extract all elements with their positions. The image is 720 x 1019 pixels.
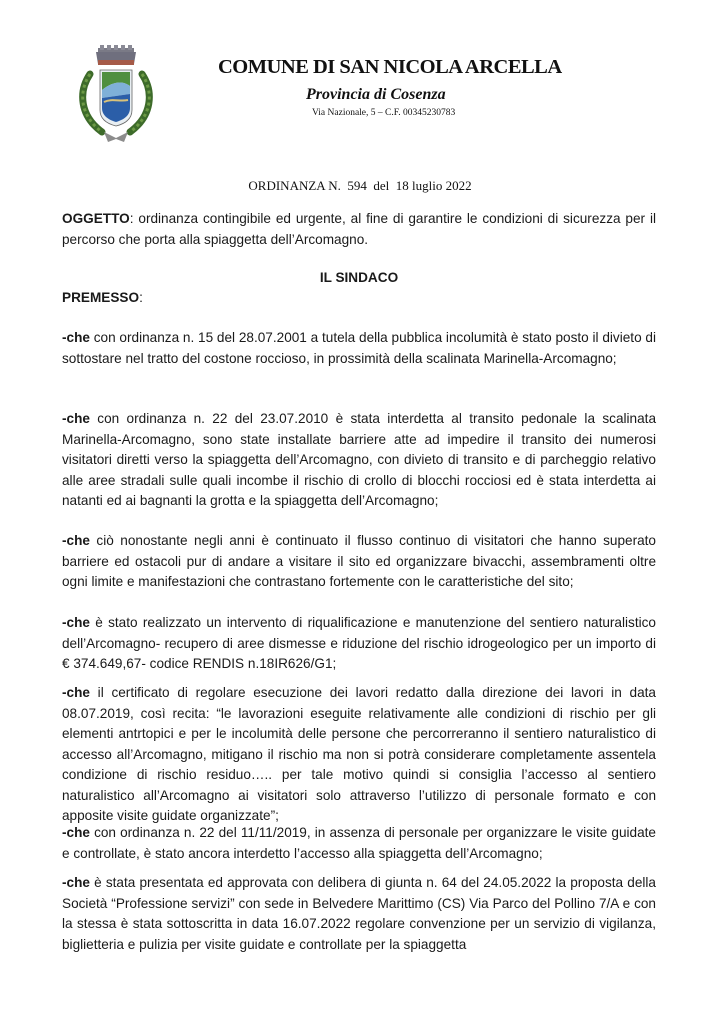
premise-colon: :	[139, 290, 143, 305]
clause-paragraph	[62, 683, 656, 827]
clause-text: con ordinanza n. 22 del 11/11/2019, in assenza di personale per organizzare le visite guidate e controllate, è stato ancora interdetto l’accesso alla spiaggetta dell’Arcomagno;	[62, 825, 656, 861]
municipality-title: COMUNE DI SAN NICOLA ARCELLA	[218, 56, 562, 78]
clause-paragraph	[62, 613, 656, 675]
clause-lead: -che	[62, 825, 90, 840]
subject-paragraph	[62, 209, 656, 250]
clause-text: ciò nonostante negli anni è continuato il flusso continuo di visitatori che hanno superato barriere ed ostacoli pur di andare a visitare il sito ed organizzare bivacchi, assembramenti oltre ogni limite e manifestazioni che contrastano fortemente con le caratteristiche del sito;	[62, 533, 656, 589]
province-name: Provincia di Cosenza	[306, 86, 446, 103]
address-line: Via Nazionale, 5 – C.F. 00345230783	[312, 108, 456, 118]
subject-label: OGGETTO	[62, 211, 130, 226]
clause-paragraph	[62, 531, 656, 593]
clause-paragraph	[62, 823, 656, 864]
clause-lead: -che	[62, 411, 90, 426]
clause-text: con ordinanza n. 22 del 23.07.2010 è stata interdetta al transito pedonale la scalinata Marinella-Arcomagno, sono state installate barriere atte ad impedire il transito dei numerosi visitatori diretti verso la spiaggetta dell’Arcomagno, con divieto di transito e di parcheggio relativo alle aree stradali sulle quali incombe il rischio di crollo di blocchi rocciosi ed è stata interdetta ai natanti ed ai bagnanti la grotta e la spiaggetta dell’Arcomagno;	[62, 411, 656, 508]
ordinance-number: ORDINANZA N. 594 del 18 luglio 2022	[248, 178, 472, 193]
clause-paragraph	[62, 409, 656, 512]
coat-of-arms-icon	[76, 44, 156, 144]
clause-lead: -che	[62, 615, 90, 630]
subject-text: : ordinanza contingibile ed urgente, al fine di garantire le condizioni di sicurezza per il percorso che porta alla spiaggetta dell’Arcomagno.	[62, 211, 656, 247]
premise-label: PREMESSO	[62, 290, 140, 305]
premise-heading	[62, 288, 656, 309]
clause-text: con ordinanza n. 15 del 28.07.2001 a tutela della pubblica incolumità è stato posto il divieto di sottostare nel tratto del costone roccioso, in prossimità della scalinata Marinella-Arcomagno;	[62, 330, 656, 366]
clause-lead: -che	[62, 533, 90, 548]
clause-lead: -che	[62, 875, 90, 890]
clause-text: è stato realizzato un intervento di riqualificazione e manutenzione del sentiero naturalistico dell’Arcomagno- recupero di aree dismesse e riduzione del rischio idrogeologico per un importo di € 374.649,67- codice RENDIS n.18IR626/G1;	[62, 615, 656, 671]
clause-lead: -che	[62, 330, 90, 345]
clause-paragraph	[62, 873, 656, 955]
authority-heading: IL SINDACO	[319, 270, 399, 285]
clause-lead: -che	[62, 685, 90, 700]
clause-text: è stata presentata ed approvata con delibera di giunta n. 64 del 24.05.2022 la proposta della Società “Professione servizi” con sede in Belvedere Marittimo (CS) Via Parco del Pollino 7/A e con la stessa è stata sottoscritta in data 16.07.2022 regolare convenzione per un servizio di vigilanza, biglietteria e pulizia per visite guidate e controllate per la spiaggetta	[62, 875, 656, 952]
clause-paragraph	[62, 328, 656, 369]
clause-text: il certificato di regolare esecuzione dei lavori redatto dalla direzione dei lavori in data 08.07.2019, così recita: “le lavorazioni eseguite relativamente alle condizioni di rischio per gli elementi antrtopici e per le incolumità delle persone che percorreranno il sentiero naturalistico di accesso all’Arcomagno, mitigano il rischio ma non si potrà considerare completamente assentela condizione di rischio residuo….. per tale motivo quindi si consiglia l’accesso al sentiero naturalistico all’Arcomagno ai visitatori solo attraverso l’utilizzo di personale formato e con apposite visite guidate organizzate”;	[62, 685, 656, 823]
